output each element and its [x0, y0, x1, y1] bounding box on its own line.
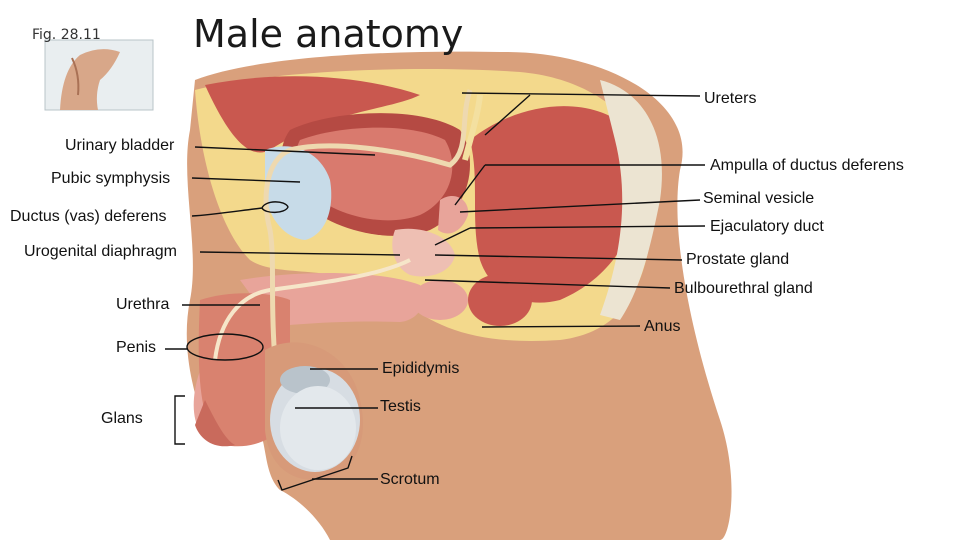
label-ductus-deferens: Ductus (vas) deferens	[10, 208, 167, 225]
label-bulbourethral-gland: Bulbourethral gland	[674, 280, 813, 297]
label-epididymis: Epididymis	[382, 360, 460, 377]
label-ejaculatory-duct: Ejaculatory duct	[710, 218, 824, 235]
label-urogenital-diaphragm: Urogenital diaphragm	[24, 243, 177, 260]
label-glans: Glans	[101, 410, 143, 427]
label-pubic-symphysis: Pubic symphysis	[51, 170, 171, 187]
label-prostate-gland: Prostate gland	[686, 251, 790, 268]
orientation-thumbnail	[45, 40, 153, 110]
label-ureters: Ureters	[704, 90, 757, 107]
label-ampulla: Ampulla of ductus deferens	[710, 157, 904, 174]
label-urinary-bladder: Urinary bladder	[65, 137, 175, 154]
label-anus: Anus	[644, 318, 681, 335]
slide-title: Male anatomy	[193, 12, 464, 56]
label-testis: Testis	[380, 398, 421, 415]
anus-leader	[482, 326, 640, 327]
label-penis: Penis	[116, 339, 157, 356]
glans-bracket	[175, 396, 185, 444]
label-scrotum: Scrotum	[380, 471, 440, 488]
label-urethra: Urethra	[116, 296, 170, 313]
body-section	[187, 52, 732, 540]
label-seminal-vesicle: Seminal vesicle	[703, 190, 815, 207]
figure-reference: Fig. 28.11	[32, 27, 101, 43]
